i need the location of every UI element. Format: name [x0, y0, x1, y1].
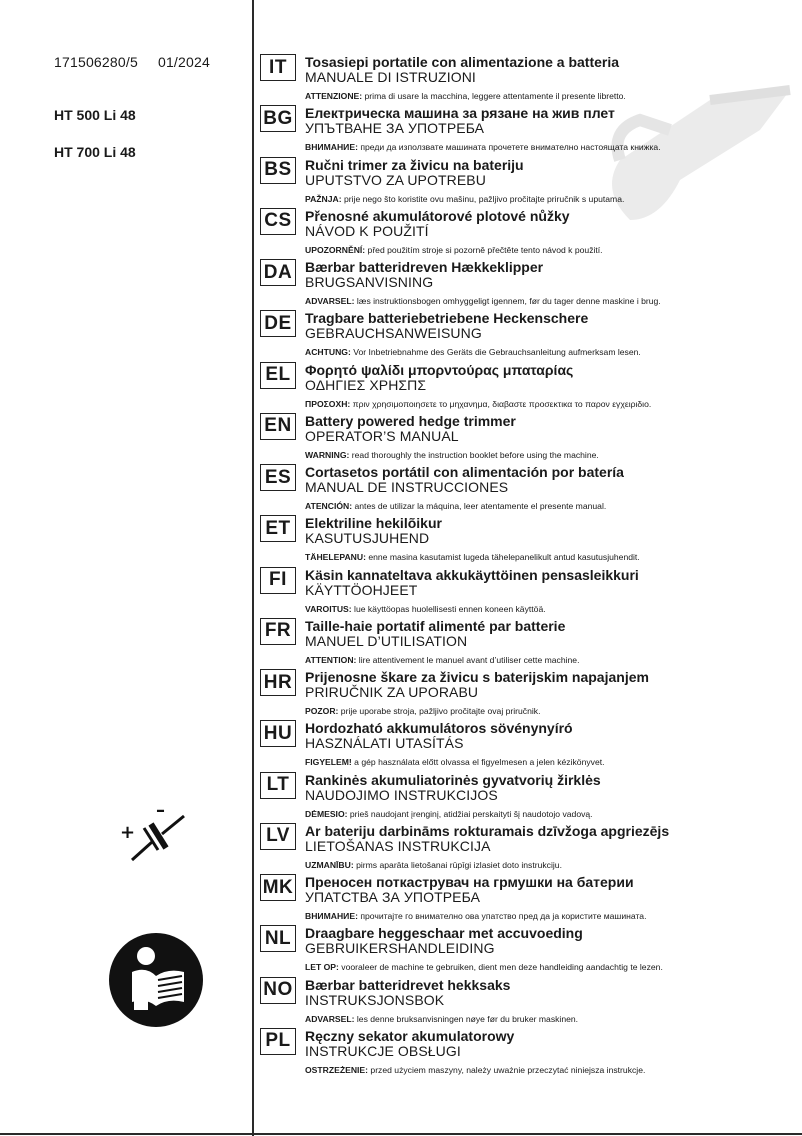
column-divider: [252, 0, 254, 1136]
warning-label: ВНИМАНИЕ:: [305, 911, 358, 921]
document-number: 171506280/5: [54, 54, 138, 70]
language-code-badge: ET: [260, 515, 296, 542]
product-title: Ar bateriju darbināms rokturamais dzīvžoga apgriezējs: [305, 822, 670, 839]
warning-label: POZOR:: [305, 706, 339, 716]
product-title: Tragbare batteriebetriebene Heckenschere: [305, 310, 589, 327]
language-code-badge: FR: [260, 618, 296, 645]
manual-subtitle: INSTRUKSJONSBOK: [305, 991, 445, 1008]
language-entry-et: [258, 513, 798, 564]
product-title: Käsin kannateltava akkukäyttöinen pensasleikkuri: [305, 566, 639, 583]
product-title: Преносен поткаструвач на грмушки на батерии: [305, 874, 634, 890]
product-title: Ručni trimer za živicu na bateriju: [305, 156, 524, 173]
language-entry-lv: [258, 821, 798, 872]
warning-label: DĖMESIO:: [305, 808, 348, 819]
language-entry-pl: [258, 1026, 798, 1077]
warning-text: pirms aparāta lietošanai rūpīgi izlasiet doto instrukciju.: [353, 859, 562, 870]
warning-text: prije uporabe stroja, pažljivo pročitajte ovaj priručnik.: [338, 706, 541, 716]
warning-line: [305, 1065, 645, 1075]
warning-line: [305, 501, 606, 511]
language-code-badge: DA: [260, 259, 296, 286]
language-code-badge: LT: [260, 772, 296, 799]
language-code-badge: NL: [260, 925, 296, 952]
language-entry-bg: [258, 103, 798, 154]
language-entry-it: [258, 52, 798, 103]
product-title: Prijenosne škare za živicu s baterijskim napajanjem: [305, 669, 649, 685]
manual-subtitle: NAUDOJIMO INSTRUKCIJOS: [305, 786, 498, 803]
language-entry-hr: [258, 667, 798, 718]
language-entry-cs: [258, 206, 798, 257]
manual-subtitle: ΟΔΗΓΙΕΣ ΧΡΗΣΠΣ: [305, 376, 427, 393]
warning-label: WARNING:: [305, 449, 350, 460]
product-title: Cortasetos portátil con alimentación por batería: [305, 464, 624, 480]
language-code-badge: FI: [260, 567, 296, 594]
product-title: Tosasiepi portatile con alimentazione a batteria: [305, 54, 620, 70]
warning-text: πριν χρησιμοποιησετε το μηχανημα, διαβαστε προσεκτικα το παρον εγχειριδιο.: [350, 398, 652, 409]
language-code-badge: HR: [260, 669, 296, 696]
warning-line: [305, 296, 661, 306]
warning-text: преди да използвате машината прочетете внимателно настоящата книжка.: [357, 142, 661, 153]
language-entry-de: [258, 308, 798, 359]
language-list: [258, 52, 798, 1077]
manual-subtitle: OPERATOR’S MANUAL: [305, 427, 459, 444]
warning-line: [305, 860, 562, 870]
language-code-badge: IT: [260, 54, 296, 81]
product-title: Draagbare heggeschaar met accuvoeding: [305, 925, 583, 942]
language-code-badge: ES: [260, 464, 296, 491]
language-code-badge: MK: [260, 874, 296, 901]
language-entry-bs: [258, 155, 798, 206]
product-title: Rankinės akumuliatorinės gyvatvorių žirklės: [305, 771, 601, 788]
language-code-badge: NO: [260, 977, 296, 1004]
warning-label: TÄHELEPANU:: [305, 552, 366, 563]
language-code-badge: PL: [260, 1028, 296, 1055]
language-entry-nl: [258, 923, 798, 974]
language-code-badge: BG: [260, 105, 296, 132]
product-title: Ręczny sekator akumulatorowy: [305, 1027, 515, 1044]
manual-subtitle: KÄYTTÖOHJEET: [305, 581, 418, 598]
warning-line: [305, 142, 661, 152]
warning-text: enne masina kasutamist lugeda tähelepanelikult antud kasutusjuhendit.: [365, 552, 640, 563]
product-title: Elektriline hekilõikur: [305, 515, 442, 532]
manual-subtitle: INSTRUKCJE OBSŁUGI: [305, 1042, 461, 1059]
manual-subtitle: NÁVOD K POUŽITÍ: [305, 222, 429, 239]
warning-label: VAROITUS:: [305, 603, 352, 614]
warning-label: ADVARSEL:: [305, 296, 355, 306]
warning-label: ВНИМАНИЕ:: [305, 142, 358, 153]
warning-line: [305, 399, 651, 409]
product-title: Φορητό ψαλίδι μπορντούρας μπαταρίας: [305, 361, 574, 378]
warning-label: PAŽNJA:: [305, 193, 342, 204]
language-entry-el: [258, 360, 798, 411]
language-entry-da: [258, 257, 798, 308]
warning-text: les denne bruksanvisningen nøye før du bruker maskinen.: [354, 1013, 579, 1024]
manual-subtitle: LIETOŠANAS INSTRUKCIJA: [305, 837, 491, 854]
warning-text: read thoroughly the instruction booklet before using the machine.: [349, 449, 599, 460]
warning-text: prieš naudojant įrenginį, atidžiai perskaityti šį naudotojo vadovą.: [347, 808, 593, 819]
warning-label: FIGYELEM!: [305, 757, 352, 768]
warning-label: ATTENTION:: [305, 654, 357, 665]
manual-subtitle: УПАТСТВА ЗА УПОТРЕБА: [305, 889, 481, 905]
warning-label: UPOZORNĚNÍ:: [305, 244, 366, 255]
product-title: Taille-haie portatif alimenté par batterie: [305, 617, 566, 634]
manual-subtitle: UPUTSTVO ZA UPOTREBU: [305, 171, 486, 188]
warning-text: Vor Inbetriebnahme des Geräts die Gebrauchsanleitung aufmerksam lesen.: [350, 347, 641, 358]
warning-label: ATTENZIONE:: [305, 91, 363, 101]
warning-line: [305, 757, 605, 767]
manual-subtitle: MANUEL D’UTILISATION: [305, 632, 468, 649]
language-entry-fr: [258, 616, 798, 667]
warning-label: LET OP:: [305, 962, 339, 973]
warning-text: antes de utilizar la máquina, leer atentamente el presente manual.: [352, 501, 607, 511]
document-reference: [54, 54, 210, 70]
language-entry-lt: [258, 770, 798, 821]
warning-label: ACHTUNG:: [305, 347, 351, 358]
warning-text: læs instruktionsbogen omhyggeligt igennem, før du tager denne maskine i brug.: [354, 296, 661, 306]
warning-text: a gép használata előtt olvassa el figyelmesen a jelen kézikönyvet.: [351, 757, 605, 768]
model-name: HT 500 Li 48: [54, 107, 136, 123]
product-title: Bærbar batteridreven Hækkeklipper: [305, 259, 544, 275]
language-entry-mk: [258, 872, 798, 923]
warning-line: [305, 809, 593, 819]
battery-polarity-icon: [118, 804, 190, 868]
warning-line: [305, 245, 603, 255]
warning-line: [305, 706, 540, 716]
warning-line: [305, 655, 579, 665]
warning-text: przed użyciem maszyny, należy uważnie przeczytać niniejsza instrukcje.: [368, 1064, 646, 1075]
warning-label: UZMANĪBU:: [305, 859, 354, 870]
warning-line: [305, 1014, 578, 1024]
document-date: 01/2024: [157, 54, 210, 70]
warning-label: ADVARSEL:: [305, 1013, 355, 1024]
battery-minus-sign: –: [156, 804, 165, 821]
warning-text: прочитајте го внимателно ова упатство пред да ја користите машината.: [357, 911, 647, 921]
warning-text: prima di usare la macchina, leggere attentamente il presente libretto.: [362, 91, 626, 101]
manual-subtitle: GEBRAUCHSANWEISUNG: [305, 325, 482, 342]
product-title: Bærbar batteridrevet hekksaks: [305, 976, 511, 993]
warning-text: před použitím stroje si pozorně přečtěte tento návod k použití.: [365, 244, 603, 255]
product-title: Přenosné akumulátorové plotové nůžky: [305, 207, 570, 224]
language-code-badge: EL: [260, 362, 296, 389]
warning-text: lue käyttöopas huolellisesti ennen koneen käyttöä.: [351, 603, 546, 614]
language-entry-en: [258, 411, 798, 462]
warning-line: [305, 604, 546, 614]
warning-label: ATENCIÓN:: [305, 501, 353, 511]
warning-line: [305, 552, 640, 562]
read-manual-icon: [108, 932, 204, 1028]
manual-subtitle: УПЪТВАНЕ ЗА УПОТРЕБА: [305, 120, 485, 137]
bottom-rule: [0, 1133, 802, 1135]
warning-line: [305, 194, 624, 204]
manual-subtitle: BRUGSANVISNING: [305, 274, 434, 290]
manual-subtitle: MANUAL DE INSTRUCCIONES: [305, 479, 509, 495]
warning-line: [305, 91, 626, 101]
language-code-badge: BS: [260, 157, 296, 184]
warning-line: [305, 962, 663, 972]
manual-subtitle: HASZNÁLATI UTASÍTÁS: [305, 735, 464, 752]
language-code-badge: EN: [260, 413, 296, 440]
language-entry-es: [258, 462, 798, 513]
warning-text: lire attentivement le manuel avant d’utiliser cette machine.: [356, 654, 580, 665]
product-title: Електрическа машина за рязане на жив плет: [305, 105, 615, 122]
language-code-badge: LV: [260, 823, 296, 850]
battery-plus-sign: +: [120, 822, 136, 843]
manual-subtitle: PRIRUČNIK ZA UPORABU: [305, 684, 479, 700]
product-title: Hordozható akkumulátoros sövénynyíró: [305, 720, 573, 737]
language-entry-fi: [258, 565, 798, 616]
manual-subtitle: KASUTUSJUHEND: [305, 530, 430, 547]
language-entry-hu: [258, 718, 798, 769]
language-entry-no: [258, 975, 798, 1026]
warning-line: [305, 347, 641, 357]
left-column: [0, 0, 252, 1136]
language-code-badge: HU: [260, 720, 296, 747]
manual-subtitle: MANUALE DI ISTRUZIONI: [305, 69, 476, 85]
warning-text: prije nego što koristite ovu mašinu, pažljivo pročitajte priručnik s uputama.: [341, 193, 625, 204]
language-code-badge: DE: [260, 310, 296, 337]
warning-line: [305, 911, 646, 921]
warning-label: OSTRZEŻENIE:: [305, 1064, 369, 1075]
model-name: HT 700 Li 48: [54, 144, 136, 160]
product-title: Battery powered hedge trimmer: [305, 412, 516, 429]
manual-subtitle: GEBRUIKERSHANDLEIDING: [305, 940, 495, 957]
warning-label: ΠΡΟΣΟΧΗ:: [305, 398, 351, 409]
warning-text: vooraleer de machine te gebruiken, dient men deze handleiding aandachtig te lezen.: [338, 962, 663, 973]
language-code-badge: CS: [260, 208, 296, 235]
warning-line: [305, 450, 599, 460]
